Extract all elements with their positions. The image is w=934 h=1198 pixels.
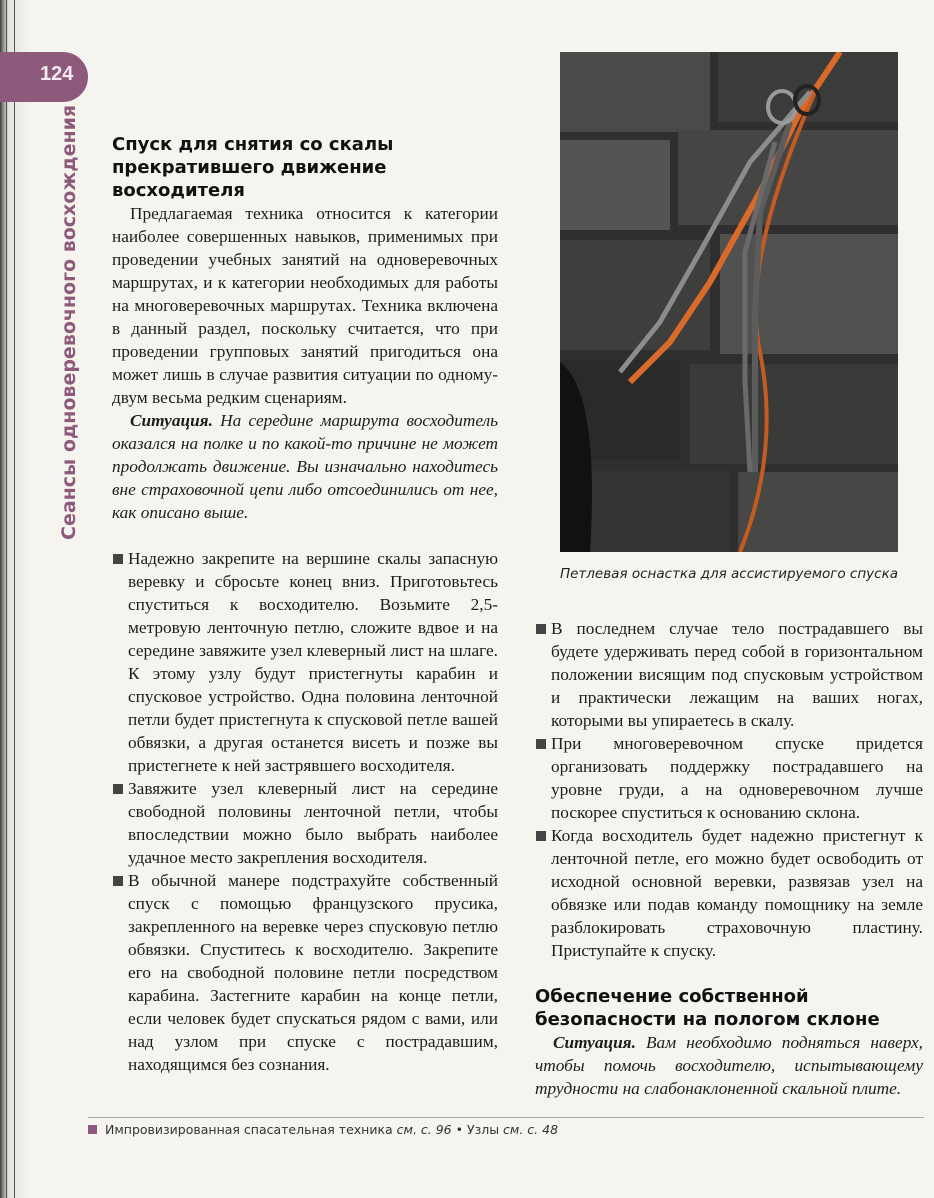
rock-photo-illustration <box>560 52 898 552</box>
page-number: 124 <box>40 63 74 85</box>
footer-divider <box>88 1117 924 1118</box>
bullet-item: При многоверевочном спуске придется организовать поддержку пострадавшего на уровне груди, а на одноверевочном лучше поскорее спуститься к основанию склона. <box>535 732 923 824</box>
footer-square-icon <box>88 1125 97 1134</box>
footer-ref-text: Импровизированная спасательная техника <box>105 1122 393 1137</box>
bullet-square-icon <box>536 739 546 749</box>
footer-ref-page: см. с. 48 <box>499 1122 559 1137</box>
side-section-title: Сеансы одноверевочного восхождения <box>58 104 80 540</box>
bullet-square-icon <box>113 876 123 886</box>
bullet-item: В обычной манере подстрахуйте собственный спуск с помощью французского прусика, закрепленного на веревке через спусковую петлю обвязки. Спуститесь к восходителю. Закрепите его на свободной половине петли посредством карабина. Застегните карабин на конце петли, если человек будет спускаться рядом с вами, или над узлом при спуске с пострадавшим, находящимся без сознания. <box>112 869 498 1076</box>
situation-label: Ситуация. <box>130 411 213 430</box>
bullet-square-icon <box>536 624 546 634</box>
situation-paragraph-2 <box>535 1031 923 1100</box>
section-heading-2: Обеспечение собственной безопасности на пологом склоне <box>535 986 880 1030</box>
right-column <box>535 617 923 1100</box>
bullet-square-icon <box>113 784 123 794</box>
situation-paragraph <box>112 409 498 524</box>
bullet-square-icon <box>536 831 546 841</box>
footer-ref-text: Узлы <box>466 1122 500 1137</box>
footer-ref-page: см. с. 96 <box>392 1122 452 1137</box>
left-column <box>112 133 498 1076</box>
bullet-item: Когда восходитель будет надежно пристегнут к ленточной петле, его можно будет освободить от исходной основной веревки, развязав узел на обвязке или подав команду помощнику на земле разблокировать страховочную пластину. Приступайте к спуску. <box>535 824 923 962</box>
situation-text: На середине маршрута восходитель оказался на полке и по какой-то причине не может продолжать движение. Вы изначально находитесь вне страховочной цепи либо отсоединились от нее, как описано выше. <box>112 411 498 522</box>
bullet-item: Завяжите узел клеверный лист на середине свободной половины ленточной петли, чтобы впоследствии можно было выбрать наиболее удачное место закрепления восходителя. <box>112 777 498 869</box>
bullet-item: Надежно закрепите на вершине скалы запасную веревку и сбросьте конец вниз. Приготовьтесь спуститься к восходителю. Возьмите 2,5-метровую ленточную петлю, сложите вдвое и на середине завяжите узел клеверный лист на шлаге. К этому узлу будут пристегнуты карабин и спусковое устройство. Одна половина ленточной петли будет пристегнута к спусковой петле вашей обвязки, а другая останется висеть и позже вы пристегнете к ней застрявшего восходителя. <box>112 547 498 777</box>
spine-line <box>14 0 15 1198</box>
section-heading: Спуск для снятия со скалы прекратившего движение восходителя <box>112 134 394 201</box>
footer-separator: • <box>451 1122 467 1137</box>
photo-rope-anchor <box>560 52 898 552</box>
situation-text: Вам необходимо подняться наверх, чтобы помочь восходителю, испытывающему трудности на слабонаклоненной скальной плите. <box>535 1033 923 1098</box>
footer-references <box>88 1122 558 1137</box>
situation-label: Ситуация. <box>553 1033 636 1052</box>
bullet-item: В последнем случае тело пострадавшего вы будете удерживать перед собой в горизонтальном положении висящим под спусковым устройством и практически лежащим на ваших ногах, которыми вы упираетесь в скалу. <box>535 617 923 732</box>
bullet-square-icon <box>113 554 123 564</box>
spine-line <box>6 0 7 1198</box>
photo-caption: Петлевая оснастка для ассистируемого спуска <box>559 566 899 582</box>
book-spine-shadow <box>0 0 30 1198</box>
intro-paragraph: Предлагаемая техника относится к категории наиболее совершенных навыков, применимых при проведении учебных занятий на одноверевочных маршрутах, и к категории необходимых для работы на многоверевочных маршрутах. Техника включена в данный раздел, поскольку считается, что при проведении групповых занятий пригодиться она может лишь в случае развития ситуации по одному-двум весьма редким сценариям. <box>112 204 498 407</box>
